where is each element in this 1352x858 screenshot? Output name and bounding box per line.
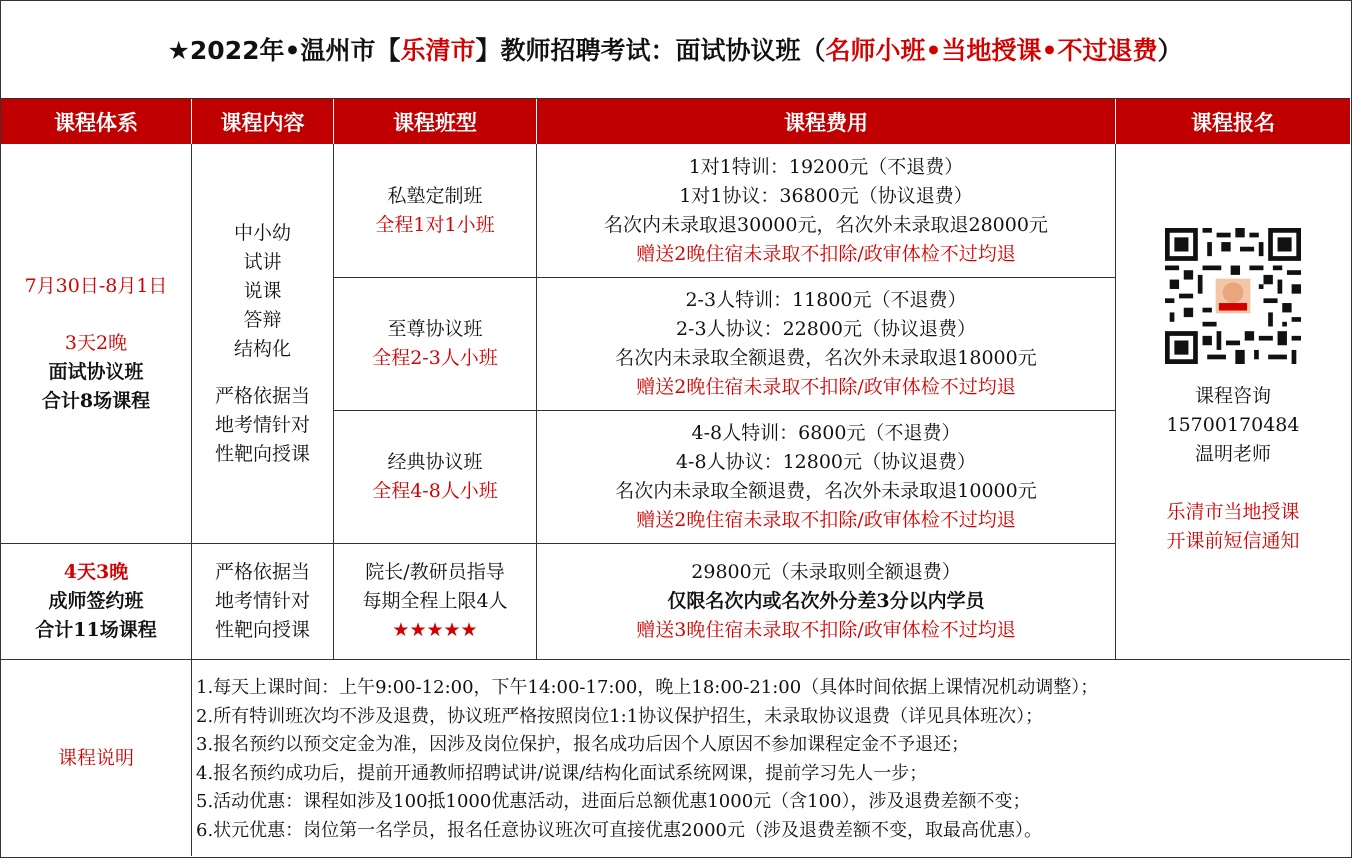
note-item: 6.状元优惠：岗位第一名学员，报名任意协议班次可直接优惠2000元（涉及退费差额不变，取最高优惠）。 xyxy=(196,819,1042,841)
class-private: 私塾定制班 全程1对1小班 xyxy=(334,144,537,278)
signup-cell: 课程咨询 15700170484 温明老师 乐清市当地授课 开课前短信通知 xyxy=(1116,144,1350,660)
system-group-2: 4天3晚 成师签约班 合计11场课程 xyxy=(1,544,192,660)
system-group-1: 7月30日-8月1日 3天2晚 面试协议班 合计8场课程 xyxy=(1,144,192,544)
header-signup: 课程报名 xyxy=(1116,99,1350,144)
rating-stars: ★★★★★ xyxy=(392,619,478,641)
note-item: 5.活动优惠：课程如涉及100抵1000优惠活动，进面后总额优惠1000元（含100），涉及退费差额不变； xyxy=(196,791,1031,812)
class-supreme: 至尊协议班 全程2-3人小班 xyxy=(334,278,537,411)
fee-classic: 4-8人特训：6800元（不退费） 4-8人协议：12800元（协议退费） 名次内未录取全额退费，名次外未录取退10000元 赠送2晚住宿未录取不扣除/政审体检不过均退 xyxy=(537,411,1116,544)
fee-private: 1对1特训：19200元（不退费） 1对1协议：36800元（协议退费） 名次内未录取退30000元，名次外未录取退28000元 赠送2晚住宿未录取不扣除/政审体检不过均退 xyxy=(537,144,1116,278)
content-group-1: 中小幼 试讲 说课 答辩 结构化 严格依据当 地考情针对 性靶向授课 xyxy=(192,144,334,544)
title-city: 乐清市 xyxy=(400,36,476,65)
class-contract: 院长/教研员指导 每期全程上限4人 ★★★★★ xyxy=(334,544,537,660)
header-fee: 课程费用 xyxy=(537,99,1116,144)
header-class: 课程班型 xyxy=(334,99,537,144)
fee-supreme: 2-3人特训：11800元（不退费） 2-3人协议：22800元（协议退费） 名次内未录取全额退费，名次外未录取退18000元 赠送2晚住宿未录取不扣除/政审体检不过均退 xyxy=(537,278,1116,411)
class-classic: 经典协议班 全程4-8人小班 xyxy=(334,411,537,544)
notes-label: 课程说明 xyxy=(1,660,192,856)
header-system: 课程体系 xyxy=(1,99,192,144)
page-title: ★2022年•温州市【 乐清市 】教师招聘考试：面试协议班（ 名师小班•当地授课•不过退费 ） xyxy=(0,0,1350,99)
header-content: 课程内容 xyxy=(192,99,334,144)
notes-list xyxy=(192,660,1350,856)
qr-code-icon[interactable] xyxy=(1165,228,1301,364)
note-item: 3.报名预约以预交定金为准，因涉及岗位保护，报名成功后因个人原因不参加课程定金不予退还； xyxy=(196,734,970,755)
title-highlight: 名师小班•当地授课•不过退费 xyxy=(825,36,1158,65)
content-group-2: 严格依据当 地考情针对 性靶向授课 xyxy=(192,544,334,660)
fee-contract: 29800元（未录取则全额退费） 仅限名次内或名次外分差3分以内学员 赠送3晚住宿未录取不扣除/政审体检不过均退 xyxy=(537,544,1116,660)
note-item: 1.每天上课时间：上午9:00-12:00，下午14:00-17:00，晚上18:00-21:00（具体时间依据上课情况机动调整）； xyxy=(196,677,1099,698)
phone-number: 15700170484 xyxy=(1166,413,1300,436)
note-item: 2.所有特训班次均不涉及退费，协议班严格按照岗位1:1协议保护招生，未录取协议退费（详见具体班次）； xyxy=(196,705,1044,727)
note-item: 4.报名预约成功后，提前开通教师招聘试讲/说课/结构化面试系统网课，提前学习先人一步； xyxy=(196,762,928,784)
